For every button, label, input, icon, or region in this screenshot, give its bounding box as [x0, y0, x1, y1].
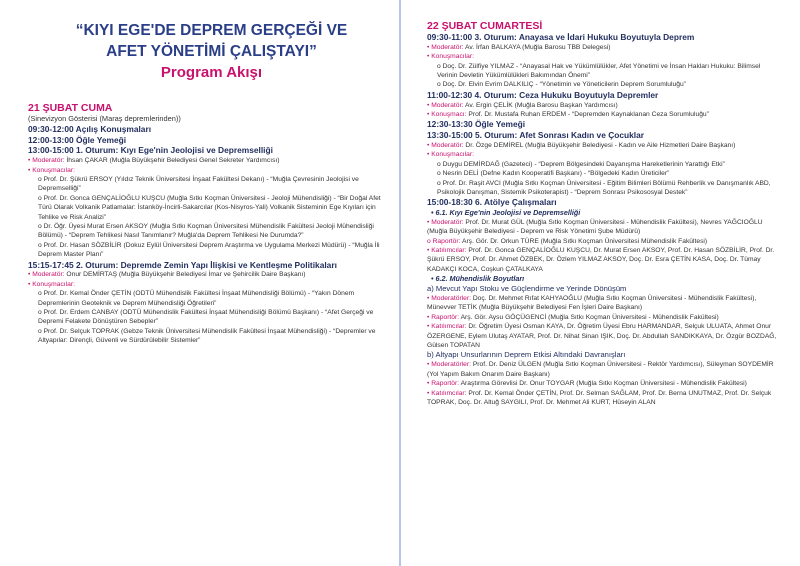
workshop-a-rapporteur: • Raportör: Arş. Gör. Aysu GÖÇÜGENCİ (Muğla Sıtkı Koçman Üniversitesi - Mühendislik Fakültesi) [427, 313, 719, 321]
workshop-b-participants: • Katılımcılar: Prof. Dr. Kemal Önder ÇETİN, Prof. Dr. Selman SAĞLAM, Prof. Dr. Berna UNUTMAZ, Prof. Dr. Selçuk TOPRAK, Doç. Dr. Altuğ SAYGILI, Prof. Dr. Mehmet Ali KURT, Hüseyin ALAN [427, 389, 772, 406]
session-3-speakers-label: • Konuşmacılar: [427, 53, 474, 61]
day-heading-saturday: 22 ŞUBAT CUMARTESİ [427, 20, 543, 32]
workshop-6-1-title: • 6.1. Kıyı Ege'nin Jeolojisi ve Depremselliği [431, 208, 581, 218]
workshop-6-1-moderator: • Moderatör: Prof. Dr. Murat GÜL (Muğla Sıtkı Koçman Üniversitesi - Mühendislik Fakültesi), Nevres YAĞCIOĞLU (Muğla Büyükşehir Belediyesi - Deprem ve Risk Yönetimi Şube Müdürü) [427, 218, 763, 236]
schedule-session-2: 15:15-17:45 2. Oturum: Depremde Zemin Yapı İlişkisi ve Kentleşme Politikaları [28, 259, 337, 270]
schedule-workshops: 15:00-18:30 6. Atölye Çalışmaları [427, 197, 557, 208]
schedule-session-3: 09:30-11:00 3. Oturum: Anayasa ve İdari Hukuku Boyutuyla Deprem [427, 32, 695, 42]
session-2-talk: o Prof. Dr. Selçuk TOPRAK (Gebze Teknik Üniversitesi Mühendislik Fakültesi İnşaat Mühendisliği) - “Depremler ve Altyapılar: Dirençli, Güvenli ve Sürdürülebilir Sistemler” [38, 327, 376, 345]
schedule-session-4: 11:00-12:30 4. Oturum: Ceza Hukuku Boyutuyla Depremler [427, 89, 659, 100]
workshop-6-1-participants: • Katılımcılar: Prof. Dr. Gonca GENÇALİOĞLU KUŞCU, Dr. Murat Ersen AKSOY, Prof. Dr. Hasan SÖZBİLİR, Prof. Dr. Şükrü ERSOY, Prof. Dr. Ahmet ÖZBEK, Dr. Özlem YILMAZ AKSOY, Doç. Dr. Esra ÇETİN KASA, Doç. Dr. Tümay KADAKÇI KOCA, Coşkun ÇATALKAYA [427, 247, 775, 273]
right-page [401, 0, 800, 566]
left-page [0, 0, 399, 566]
workshop-a-participants: • Katılımcılar: Dr. Öğretim Üyesi Osman KAYA, Dr. Öğretim Üyesi Ebru HARMANDAR, Selçuk ULUATA, Ahmet Onur ÖZERGENE, Eylem Ulutaş AYATAR, Prof. Dr. Nihat Sinan IŞIK, Doç. Dr. Abdullah SANDIKKAYA, Dr. Özgür BOZDAĞ, Gülsen TOPATAN [427, 323, 777, 349]
workshop-b-moderators: • Moderatörler: Prof. Dr. Deniz ÜLGEN (Muğla Sıtkı Koçman Üniversitesi - Rektör Yardımcısı), Süleyman SOYDEMİR (Yol Yapım Bakım Onarım Daire Başkanı) [427, 361, 774, 378]
schedule-lunch-saturday: 12:30-13:30 Öğle Yemeği [427, 119, 526, 130]
workshop-a-moderators: • Moderatörler: Doç. Dr. Mehmet Rıfat KAHYAOĞLU (Muğla Sıtkı Koçman Üniversitesi - Mühendislik Fakültesi), Münevver TETİK (Muğla Büyükşehir Belediyesi Fen İşleri Daire Başkanı) [427, 294, 757, 312]
session-1-talk: o Prof. Dr. Gonca GENÇALİOĞLU KUŞCU (Muğla Sıtkı Koçman Üniversitesi - Jeoloji Mühendisliği) - “Bir Doğal Afet Türü Olarak Volkanik Patlamalar: İstanköy-İncirli-Sakarcılar (Kos-Nisyros-Yali) Volkanik Sisteminin Ege Kıyıları için Tehlike ve Risk Analizi” [38, 194, 381, 221]
day-heading-friday: 21 ŞUBAT CUMA [28, 102, 113, 114]
session-5-talk: o Duygu DEMİRDAĞ (Gazeteci) - “Deprem Bölgesindeki Dayanışma Hareketlerinin Yarattığı Etki” [437, 160, 725, 168]
screening-note: (Sinevizyon Gösterisi (Maraş depremlerinden)) [28, 114, 181, 123]
page-title-line1: “KIYI EGE'DE DEPREM GERÇEĞİ VE [75, 22, 348, 39]
workshop-6-1-rapporteur: o Raportör: Arş. Gör. Dr. Orkun TÜRE (Muğla Sıtkı Koçman Üniversitesi Mühendislik Fakültesi) [427, 237, 708, 245]
session-3-moderator: • Moderatör: Av. İrfan BALKAYA (Muğla Barosu TBB Delegesi) [427, 43, 611, 51]
session-5-talk: o Prof. Dr. Raşit AVCI (Muğla Sıtkı Koçman Üniversitesi - Eğitim Bilimleri Bölümü Rehberlik ve Danışmanlık ABD, Psikolojik Danışman, Sistemik Psikoterapist) - “Deprem Sonrası Psikososyal Destek” [437, 179, 771, 197]
workshop-a-title: a) Mevcut Yapı Stoku ve Güçlendirme ve Yerinde Dönüşüm [427, 283, 627, 293]
session-2-talk: o Prof. Dr. Kemal Önder ÇETİN (ODTÜ Mühendislik Fakültesi İnşaat Mühendisliği Bölümü) - “Yakın Dönem Depremlerinin Geoteknik ve Deprem Mühendisliği Öğretileri” [38, 290, 355, 307]
session-4-speaker: • Konuşmacı: Prof. Dr. Mustafa Ruhan ERDEM - “Depremden Kaynaklanan Ceza Sorumluluğu” [427, 111, 709, 119]
schedule-lunch-friday: 12:00-13:00 Öğle Yemeği [28, 134, 127, 145]
page-subtitle: Program Akışı [160, 64, 263, 81]
session-4-moderator: • Moderatör: Av. Ergin ÇELİK (Muğla Barosu Başkan Yardımcısı) [427, 101, 618, 109]
session-1-moderator: • Moderatör: İhsan ÇAKAR (Muğla Büyükşehir Belediyesi Genel Sekreter Yardımcısı) [28, 157, 280, 165]
workshop-6-2-title: • 6.2. Mühendislik Boyutları [431, 274, 525, 284]
session-1-talk: o Dr. Öğr. Üyesi Murat Ersen AKSOY (Muğla Sıtkı Koçman Üniversitesi Mühendislik Fakültesi Jeoloji Mühendisliği Bölümü) - “Deprem Tehlikesi Nasıl Tanımlanır? Muğla'da Deprem Tehlikesi Ne Durumda?” [38, 223, 374, 240]
workshop-b-rapporteur: • Raportör: Araştırma Görevlisi Dr. Onur TOYGAR (Muğla Sıtkı Koçman Üniversitesi - Mühendislik Fakültesi) [427, 380, 747, 388]
session-3-talk: o Doç. Dr. Zülfiye YILMAZ - “Anayasal Hak ve Yükümlülükler, Afet Yönetimi ve İnsan Hakları Hukuku: Bilimsel Verinin Devletin Yükümlülükleri Bakımından Önemi” [437, 62, 761, 80]
session-5-talk: o Nesrin DELİ (Defne Kadın Kooperatifi Başkanı) - “Bölgedeki Kadın Üreticiler” [437, 170, 670, 178]
session-1-speakers-label: • Konuşmacılar: [28, 166, 75, 174]
session-1-talk: o Prof. Dr. Şükrü ERSOY (Yıldız Teknik Üniversitesi İnşaat Fakültesi Dekanı) - “Muğla Çevresinin Jeolojisi ve Depremselliği” [38, 176, 359, 193]
session-3-talk: o Doç. Dr. Elvin Evrim DALKILIÇ - “Yönetimin ve Yöneticilerin Deprem Sorumluluğu” [437, 81, 686, 89]
session-5-speakers-label: • Konuşmacılar: [427, 151, 474, 159]
session-2-moderator: • Moderatör: Onur DEMİRTAŞ (Muğla Büyükşehir Belediyesi İmar ve Şehircilik Daire Başkanı) [28, 271, 306, 279]
workshop-b-title: b) Altyapı Unsurlarının Deprem Etkisi Altındaki Davranışları [427, 350, 626, 360]
session-5-moderator: • Moderatör: Dr. Özge DEMİREL (Muğla Büyükşehir Belediyesi - Kadın ve Aile Hizmetleri Daire Başkanı) [427, 142, 736, 150]
schedule-opening: 09:30-12:00 Açılış Konuşmaları [28, 123, 152, 134]
session-2-talk: o Prof. Dr. Erdem CANBAY (ODTÜ Mühendislik Fakültesi İnşaat Mühendisliği Bölümü Başkanı) - “Afet Gerçeği ve Depremi Felakete Dönüştüren Sebepler” [38, 309, 374, 326]
page-title-line2: AFET YÖNETİMİ ÇALIŞTAYI” [106, 43, 317, 60]
session-1-talk: o Prof. Dr. Hasan SÖZBİLİR (Dokuz Eylül Üniversitesi Deprem Araştırma ve Uygulama Merkezi Müdürü) - “Muğla İli Deprem Master Planı” [38, 241, 380, 259]
schedule-session-1: 13:00-15:00 1. Oturum: Kıyı Ege'nin Jeolojisi ve Depremselliği [28, 145, 273, 156]
schedule-session-5: 13:30-15:00 5. Oturum: Afet Sonrası Kadın ve Çocuklar [427, 130, 645, 141]
session-2-speakers-label: • Konuşmacılar: [28, 280, 75, 288]
